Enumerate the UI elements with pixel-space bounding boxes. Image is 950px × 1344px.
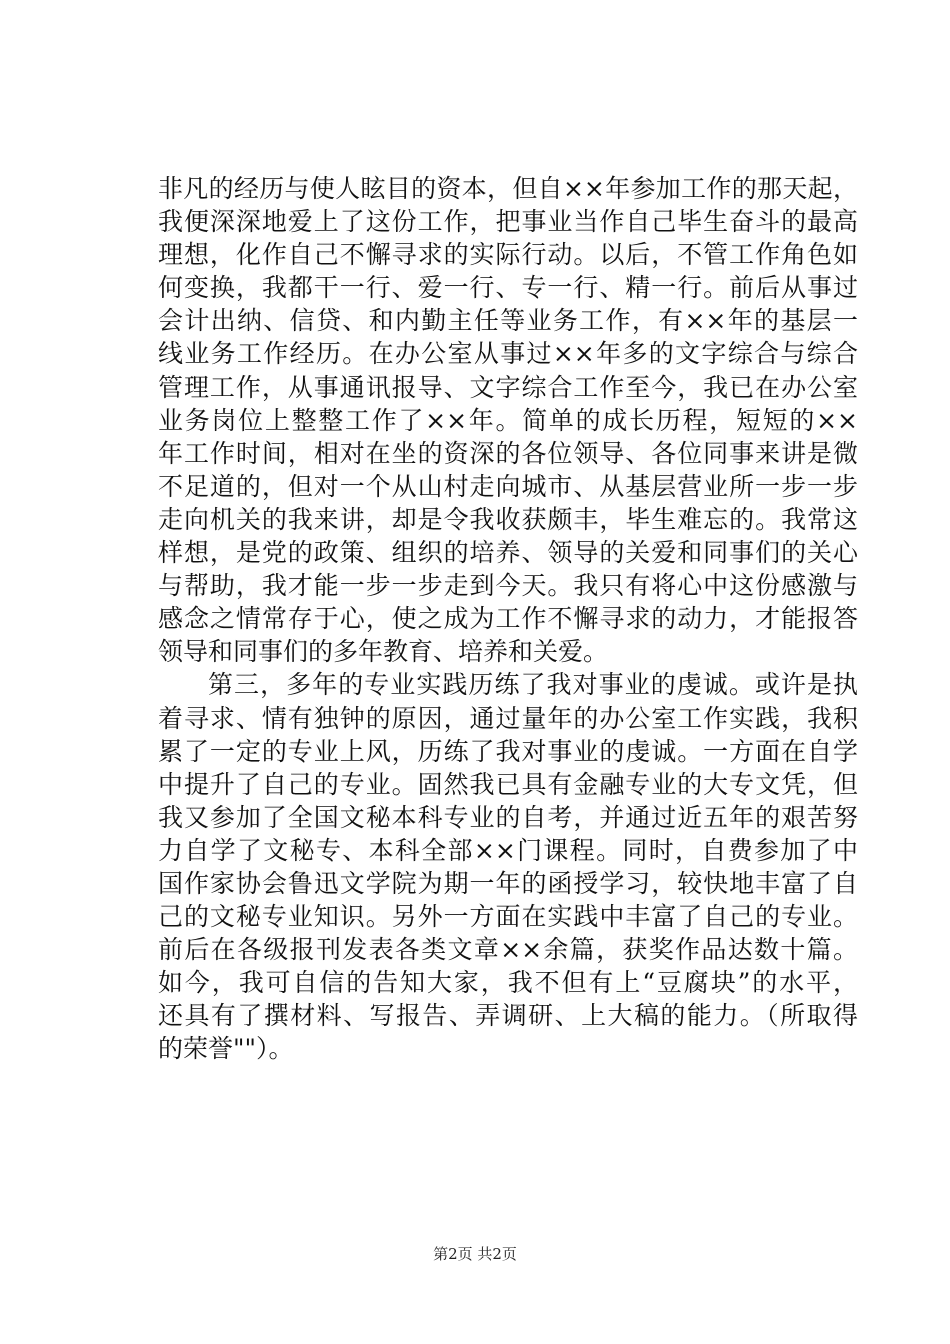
text-line: 我便深深地爱上了这份工作，把事业当作自己毕生奋斗的最高 [158, 207, 858, 237]
text-line: 管理工作，从事通讯报导、文字综合工作至今，我已在办公室 [158, 372, 858, 402]
text-line: 不足道的，但对一个从山村走向城市、从基层营业所一步一步 [158, 471, 858, 501]
text-line: 会计出纳、信贷、和内勤主任等业务工作，有××年的基层一 [158, 306, 858, 336]
text-line: 走向机关的我来讲，却是令我收获颇丰，毕生难忘的。我常这 [158, 504, 858, 534]
text-line: 非凡的经历与使人眩目的资本，但自××年参加工作的那天起， [158, 174, 858, 203]
page-number: 第2页 共2页 [433, 1245, 517, 1263]
page-footer [0, 1244, 950, 1264]
text-line: 业务岗位上整整工作了××年。简单的成长历程，短短的×× [158, 405, 858, 435]
text-line: 前后在各级报刊发表各类文章××余篇，获奖作品达数十篇。 [158, 935, 858, 965]
text-line: 力自学了文秘专、本科全部××门课程。同时，自费参加了中 [158, 835, 858, 865]
text-line: 与帮助，我才能一步一步走到今天。我只有将心中这份感激与 [158, 571, 858, 601]
text-line: 我又参加了全国文秘本科专业的自考，并通过近五年的艰苦努 [158, 802, 858, 832]
paragraph-end-line: 领导和同事们的多年教育、培养和关爱。 [158, 637, 609, 667]
paragraph-end-line: 的荣誉""）。 [158, 1034, 294, 1064]
text-line: 累了一定的专业上风，历练了我对事业的虔诚。一方面在自学 [158, 736, 858, 766]
body-text [158, 172, 858, 1066]
text-line: 中提升了自己的专业。固然我已具有金融专业的大专文凭，但 [158, 769, 858, 799]
paragraph-start-line: 第三，多年的专业实践历练了我对事业的虔诚。或许是执 [208, 670, 858, 700]
text-line: 着寻求、情有独钟的原因，通过量年的办公室工作实践，我积 [158, 703, 858, 733]
text-line: 样想，是党的政策、组织的培养、领导的关爱和同事们的关心 [158, 538, 858, 568]
text-line: 己的文秘专业知识。另外一方面在实践中丰富了自己的专业。 [158, 902, 858, 932]
text-line: 线业务工作经历。在办公室从事过××年多的文字综合与综合 [158, 339, 858, 369]
text-line: 还具有了撰材料、写报告、弄调研、上大稿的能力。（所取得 [158, 1001, 858, 1031]
text-line: 国作家协会鲁迅文学院为期一年的函授学习，较快地丰富了自 [158, 868, 858, 898]
text-line: 感念之情常存于心，使之成为工作不懈寻求的动力，才能报答 [158, 604, 858, 634]
text-line: 理想，化作自己不懈寻求的实际行动。以后，不管工作角色如 [158, 240, 858, 270]
text-line: 如今，我可自信的告知大家，我不但有上“豆腐块”的水平， [158, 968, 858, 998]
text-line: 何变换，我都干一行、爱一行、专一行、精一行。前后从事过 [158, 273, 858, 303]
text-line: 年工作时间，相对在坐的资深的各位领导、各位同事来讲是微 [158, 438, 858, 468]
